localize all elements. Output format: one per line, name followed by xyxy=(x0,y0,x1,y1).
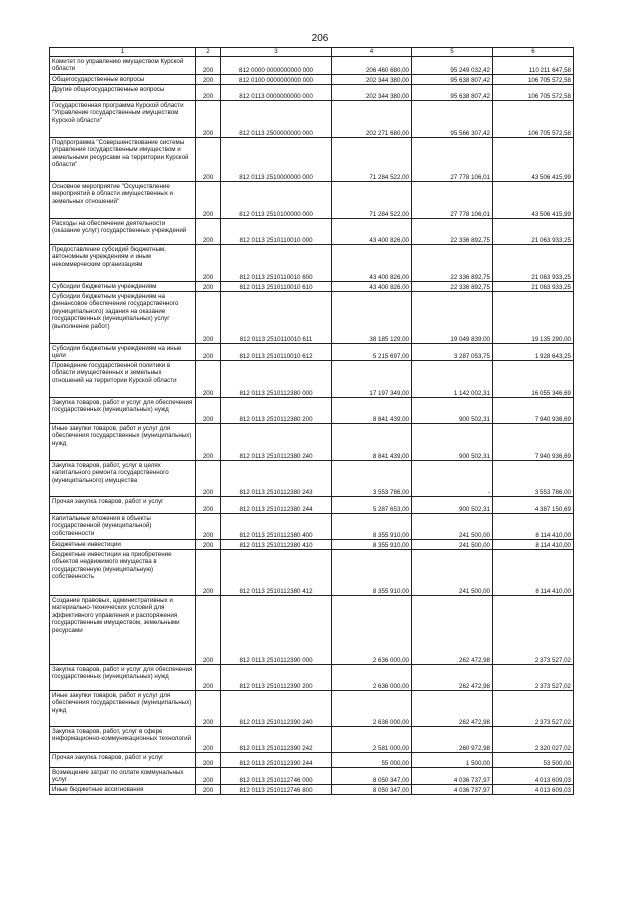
remaining-amount: 4 013 609,03 xyxy=(493,768,574,785)
remaining-amount: 53 500,00 xyxy=(493,753,574,768)
budget-line-code: 200 xyxy=(196,424,221,461)
approved-amount: 206 460 680,00 xyxy=(332,57,412,75)
budget-line-code: 200 xyxy=(196,398,221,424)
budget-line-code: 200 xyxy=(196,785,221,795)
table-row xyxy=(50,785,574,795)
budget-item-name: Создание правовых, административных и материально-технических условий для эффективного управления и распоряжения государственным имуществом, земельными ресурсами xyxy=(50,596,196,665)
remaining-amount: 8 114 410,00 xyxy=(493,540,574,550)
budget-line-code: 200 xyxy=(196,75,221,85)
column-number: 6 xyxy=(493,48,574,57)
table-row xyxy=(50,596,574,665)
remaining-amount: 2 373 527,02 xyxy=(493,691,574,727)
budget-item-name: Возмещение затрат по оплате коммунальных услуг xyxy=(50,768,196,785)
approved-amount: 5 215 697,00 xyxy=(332,344,412,361)
remaining-amount: 4 387 150,69 xyxy=(493,497,574,514)
budget-classification-code: 812 0113 0000000000 000 xyxy=(221,85,332,101)
column-number: 2 xyxy=(196,48,221,57)
executed-amount: 95 638 807,42 xyxy=(412,85,493,101)
budget-line-code: 200 xyxy=(196,57,221,75)
executed-amount: 27 778 106,01 xyxy=(412,182,493,219)
budget-item-name: Государственная программа Курской области "Управление государственным имуществом Курской области" xyxy=(50,101,196,138)
budget-item-name: Субсидии бюджетным учреждениям xyxy=(50,282,196,292)
budget-classification-code: 812 0113 2510000000 000 xyxy=(221,138,332,182)
remaining-amount: 21 063 933,25 xyxy=(493,282,574,292)
approved-amount: 55 000,00 xyxy=(332,753,412,768)
approved-amount: 43 400 826,00 xyxy=(332,245,412,282)
remaining-amount: 43 506 415,99 xyxy=(493,182,574,219)
budget-line-code: 200 xyxy=(196,497,221,514)
table-row xyxy=(50,292,574,344)
budget-item-name: Закупка товаров, работ, услуг в сфере информационно-коммуникационных технологий xyxy=(50,727,196,753)
table-row xyxy=(50,57,574,75)
remaining-amount: 21 063 933,25 xyxy=(493,219,574,245)
approved-amount: 5 287 653,00 xyxy=(332,497,412,514)
budget-line-code: 200 xyxy=(196,245,221,282)
budget-item-name: Комитет по управлению имуществом Курской области xyxy=(50,57,196,75)
budget-classification-code: 812 0113 2510112390 240 xyxy=(221,691,332,727)
budget-item-name: Закупка товаров, работ и услуг для обеспечения государственных (муниципальных) нужд xyxy=(50,398,196,424)
budget-classification-code: 812 0113 2510112380 410 xyxy=(221,540,332,550)
approved-amount: 17 197 349,00 xyxy=(332,361,412,398)
budget-classification-code: 812 0113 2510112390 000 xyxy=(221,596,332,665)
table-row xyxy=(50,550,574,596)
column-number: 3 xyxy=(221,48,332,57)
table-row xyxy=(50,727,574,753)
table-row xyxy=(50,540,574,550)
budget-classification-code: 812 0113 2510112746 000 xyxy=(221,768,332,785)
approved-amount: 8 355 910,00 xyxy=(332,514,412,540)
budget-classification-code: 812 0113 2510112746 800 xyxy=(221,785,332,795)
budget-item-name: Капитальные вложения в объекты государственной (муниципальной) собственности xyxy=(50,514,196,540)
budget-item-name: Прочая закупка товаров, работ и услуг xyxy=(50,753,196,768)
table-row xyxy=(50,497,574,514)
table-row xyxy=(50,344,574,361)
executed-amount: 260 972,98 xyxy=(412,727,493,753)
executed-amount: 22 336 892,75 xyxy=(412,245,493,282)
budget-classification-code: 812 0113 2510112380 200 xyxy=(221,398,332,424)
remaining-amount: 2 320 027,02 xyxy=(493,727,574,753)
budget-line-code: 200 xyxy=(196,540,221,550)
approved-amount: 8 841 439,00 xyxy=(332,398,412,424)
budget-classification-code: 812 0113 2510100000 000 xyxy=(221,182,332,219)
budget-line-code: 200 xyxy=(196,219,221,245)
budget-classification-code: 812 0113 2510110010 000 xyxy=(221,219,332,245)
budget-line-code: 200 xyxy=(196,292,221,344)
approved-amount: 2 636 000,00 xyxy=(332,691,412,727)
executed-amount: 27 778 106,01 xyxy=(412,138,493,182)
approved-amount: 8 050 347,00 xyxy=(332,768,412,785)
budget-classification-code: 812 0113 2510110010 611 xyxy=(221,292,332,344)
budget-line-code: 200 xyxy=(196,461,221,497)
budget-item-name: Подпрограмма "Совершенствование системы управления государственным имуществом и земельными ресурсами на территории Курской области" xyxy=(50,138,196,182)
budget-classification-code: 812 0113 2510110010 600 xyxy=(221,245,332,282)
budget-line-code: 200 xyxy=(196,753,221,768)
executed-amount: 900 502,31 xyxy=(412,497,493,514)
remaining-amount: 8 114 410,00 xyxy=(493,550,574,596)
budget-classification-code: 812 0113 2510112380 412 xyxy=(221,550,332,596)
executed-amount: 22 336 892,75 xyxy=(412,282,493,292)
budget-classification-code: 812 0100 0000000000 000 xyxy=(221,75,332,85)
executed-amount: 4 036 737,97 xyxy=(412,768,493,785)
approved-amount: 71 284 522,00 xyxy=(332,138,412,182)
table-row xyxy=(50,245,574,282)
budget-item-name: Субсидии бюджетным учреждениям на иные цели xyxy=(50,344,196,361)
table-row xyxy=(50,219,574,245)
table-row xyxy=(50,101,574,138)
approved-amount: 202 271 680,00 xyxy=(332,101,412,138)
budget-line-code: 200 xyxy=(196,691,221,727)
approved-amount: 8 355 910,00 xyxy=(332,550,412,596)
budget-item-name: Прочая закупка товаров, работ и услуг xyxy=(50,497,196,514)
budget-item-name: Общегосударственные вопросы xyxy=(50,75,196,85)
page-number: 206 xyxy=(311,33,329,44)
remaining-amount: 7 940 936,69 xyxy=(493,424,574,461)
budget-item-name: Иные бюджетные ассигнования xyxy=(50,785,196,795)
table-row xyxy=(50,85,574,101)
remaining-amount: 21 063 933,25 xyxy=(493,245,574,282)
budget-line-code: 200 xyxy=(196,768,221,785)
remaining-amount: 1 928 643,25 xyxy=(493,344,574,361)
executed-amount: 95 566 307,42 xyxy=(412,101,493,138)
executed-amount: 241 500,00 xyxy=(412,514,493,540)
column-number: 1 xyxy=(50,48,196,57)
approved-amount: 202 344 380,00 xyxy=(332,85,412,101)
budget-classification-code: 812 0113 2510112390 200 xyxy=(221,665,332,691)
executed-amount: 95 249 032,42 xyxy=(412,57,493,75)
budget-table xyxy=(49,47,574,795)
remaining-amount: 43 506 415,99 xyxy=(493,138,574,182)
approved-amount: 71 284 522,00 xyxy=(332,182,412,219)
remaining-amount: 8 114 410,00 xyxy=(493,514,574,540)
remaining-amount: 7 940 936,69 xyxy=(493,398,574,424)
executed-amount: 900 502,31 xyxy=(412,398,493,424)
budget-line-code: 200 xyxy=(196,101,221,138)
table-row xyxy=(50,461,574,497)
executed-amount: 241 500,00 xyxy=(412,550,493,596)
budget-classification-code: 812 0000 0000000000 000 xyxy=(221,57,332,75)
budget-line-code: 200 xyxy=(196,85,221,101)
approved-amount: 38 185 129,00 xyxy=(332,292,412,344)
table-row xyxy=(50,753,574,768)
budget-item-name: Иные закупки товаров, работ и услуг для обеспечения государственных (муниципальных) нужд xyxy=(50,424,196,461)
remaining-amount: 106 705 572,58 xyxy=(493,101,574,138)
remaining-amount: 2 373 527,02 xyxy=(493,596,574,665)
executed-amount: 241 500,00 xyxy=(412,540,493,550)
budget-line-code: 200 xyxy=(196,282,221,292)
executed-amount: - xyxy=(412,461,493,497)
budget-item-name: Предоставление субсидий бюджетным, автономным учреждениям и иным некоммерческим организациям xyxy=(50,245,196,282)
table-row xyxy=(50,398,574,424)
remaining-amount: 3 553 786,00 xyxy=(493,461,574,497)
executed-amount: 900 502,31 xyxy=(412,424,493,461)
remaining-amount: 110 211 647,58 xyxy=(493,57,574,75)
approved-amount: 3 553 786,00 xyxy=(332,461,412,497)
budget-item-name: Основное мероприятие "Осуществление мероприятий в области имущественных и земельных отношений" xyxy=(50,182,196,219)
remaining-amount: 106 705 572,58 xyxy=(493,85,574,101)
remaining-amount: 2 373 527,02 xyxy=(493,665,574,691)
table-row xyxy=(50,282,574,292)
budget-classification-code: 812 0113 2510112380 243 xyxy=(221,461,332,497)
executed-amount: 4 036 737,97 xyxy=(412,785,493,795)
budget-item-name: Бюджетные инвестиции на приобретение объектов недвижимого имущества в государственную (муниципальную) собственность xyxy=(50,550,196,596)
approved-amount: 202 344 380,00 xyxy=(332,75,412,85)
budget-line-code: 200 xyxy=(196,514,221,540)
budget-item-name: Иные закупки товаров, работ и услуг для обеспечения государственных (муниципальных) нужд xyxy=(50,691,196,727)
budget-classification-code: 812 0113 2500000000 000 xyxy=(221,101,332,138)
budget-line-code: 200 xyxy=(196,596,221,665)
remaining-amount: 4 013 609,03 xyxy=(493,785,574,795)
table-row xyxy=(50,182,574,219)
budget-classification-code: 812 0113 2510112390 242 xyxy=(221,727,332,753)
budget-item-name: Проведение государственной политики в области имущественных и земельных отношений на территории Курской области xyxy=(50,361,196,398)
table-row xyxy=(50,514,574,540)
budget-item-name: Другие общегосударственные вопросы xyxy=(50,85,196,101)
budget-classification-code: 812 0113 2510112390 244 xyxy=(221,753,332,768)
approved-amount: 8 050 347,00 xyxy=(332,785,412,795)
budget-classification-code: 812 0113 2510110010 610 xyxy=(221,282,332,292)
executed-amount: 95 638 807,42 xyxy=(412,75,493,85)
budget-classification-code: 812 0113 2510112380 240 xyxy=(221,424,332,461)
table-row xyxy=(50,691,574,727)
approved-amount: 2 636 000,00 xyxy=(332,665,412,691)
executed-amount: 1 142 002,31 xyxy=(412,361,493,398)
budget-line-code: 200 xyxy=(196,182,221,219)
budget-classification-code: 812 0113 2510112380 244 xyxy=(221,497,332,514)
budget-classification-code: 812 0113 2510110010 612 xyxy=(221,344,332,361)
approved-amount: 8 355 910,00 xyxy=(332,540,412,550)
executed-amount: 262 472,98 xyxy=(412,665,493,691)
remaining-amount: 19 135 290,00 xyxy=(493,292,574,344)
budget-line-code: 200 xyxy=(196,665,221,691)
remaining-amount: 16 055 346,69 xyxy=(493,361,574,398)
executed-amount: 262 472,98 xyxy=(412,691,493,727)
budget-line-code: 200 xyxy=(196,138,221,182)
budget-line-code: 200 xyxy=(196,344,221,361)
executed-amount: 262 472,98 xyxy=(412,596,493,665)
executed-amount: 22 336 892,75 xyxy=(412,219,493,245)
table-row xyxy=(50,75,574,85)
budget-line-code: 200 xyxy=(196,727,221,753)
budget-classification-code: 812 0113 2510112380 400 xyxy=(221,514,332,540)
executed-amount: 19 049 839,00 xyxy=(412,292,493,344)
budget-item-name: Закупка товаров, работ и услуг для обеспечения государственных (муниципальных) нужд xyxy=(50,665,196,691)
column-number: 4 xyxy=(332,48,412,57)
budget-item-name: Субсидии бюджетным учреждениям на финансовое обеспечение государственного (муниципального) задания на оказание государственных (муниципальных) услуг (выполнение работ) xyxy=(50,292,196,344)
budget-classification-code: 812 0113 2510112380 000 xyxy=(221,361,332,398)
table-row xyxy=(50,768,574,785)
table-row xyxy=(50,665,574,691)
table-row xyxy=(50,138,574,182)
column-number: 5 xyxy=(412,48,493,57)
column-number-row xyxy=(50,48,574,57)
budget-item-name: Бюджетные инвестиции xyxy=(50,540,196,550)
remaining-amount: 106 705 572,58 xyxy=(493,75,574,85)
budget-item-name: Расходы на обеспечение деятельности (оказание услуг) государственных учреждений xyxy=(50,219,196,245)
budget-line-code: 200 xyxy=(196,550,221,596)
approved-amount: 2 581 000,00 xyxy=(332,727,412,753)
approved-amount: 43 400 826,00 xyxy=(332,219,412,245)
approved-amount: 8 841 439,00 xyxy=(332,424,412,461)
approved-amount: 43 400 826,00 xyxy=(332,282,412,292)
executed-amount: 3 287 053,75 xyxy=(412,344,493,361)
budget-item-name: Закупка товаров, работ, услуг в целях капитального ремонта государственного (муниципального) имущества xyxy=(50,461,196,497)
approved-amount: 2 636 000,00 xyxy=(332,596,412,665)
executed-amount: 1 500,00 xyxy=(412,753,493,768)
budget-line-code: 200 xyxy=(196,361,221,398)
table-row xyxy=(50,361,574,398)
table-row xyxy=(50,424,574,461)
